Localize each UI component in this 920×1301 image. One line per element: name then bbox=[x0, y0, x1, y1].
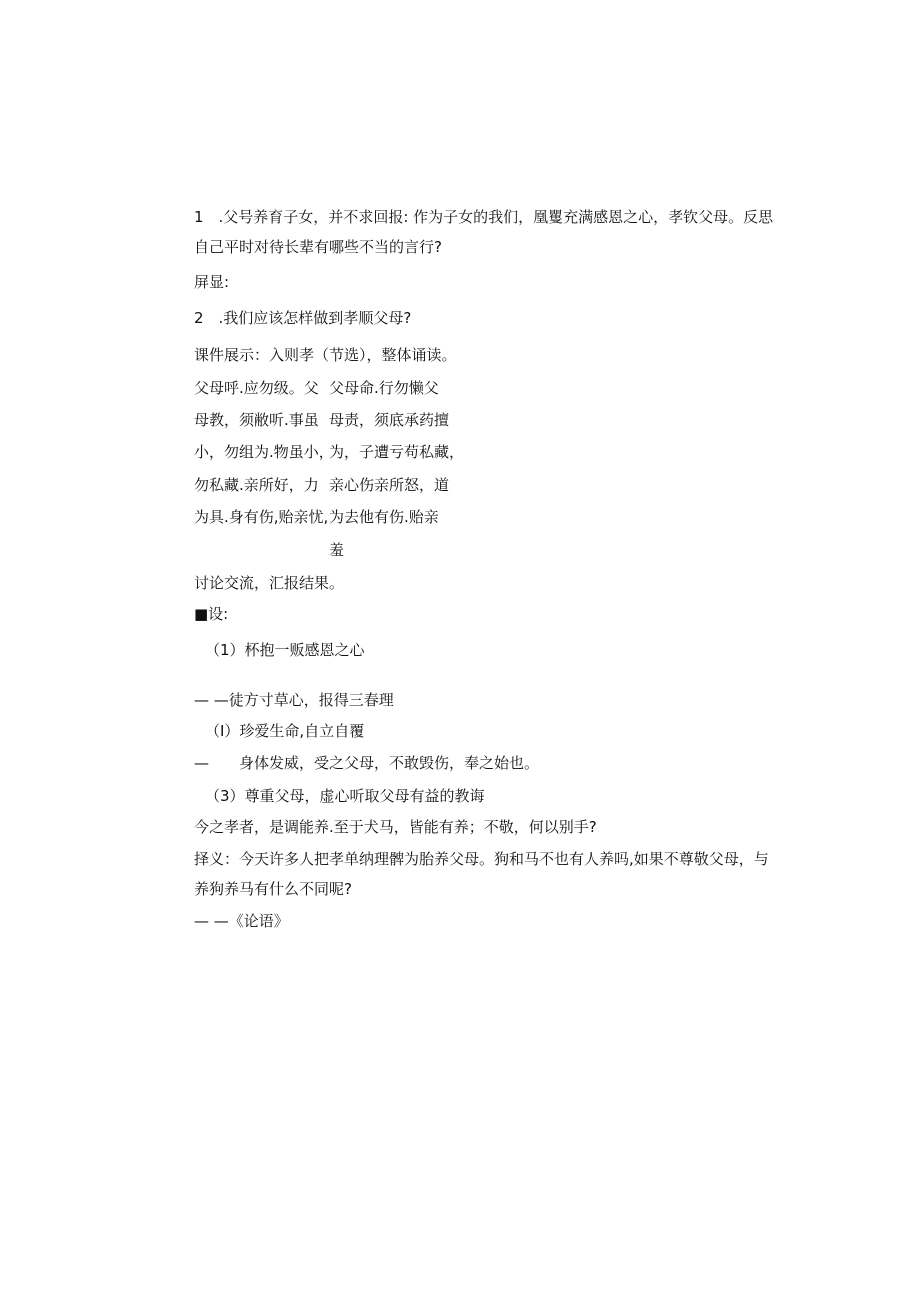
question-1-line-2: 自己平时对待长辈有哪些不当的言行? bbox=[194, 238, 442, 256]
translation-line-2: 养狗养马有什么不同呢? bbox=[194, 880, 352, 898]
poem-left-line: 母教，须敝听.事虽 bbox=[194, 411, 319, 429]
screen-display-label: 屏显: bbox=[194, 273, 230, 291]
poem-left-line: 父母呼.应勿级。父 bbox=[194, 379, 319, 397]
design-label: ■设: bbox=[194, 605, 229, 623]
poem-left-line: 为具.身有伤,贻亲忧, bbox=[194, 508, 329, 526]
translation-line-1: 择义：今天许多人把孝单纳理髀为胎养父母。狗和马不也有人养吗,如果不尊敬父母，与 bbox=[194, 850, 769, 868]
point-2-quote: — 身体发威，受之父母，不敢毁伤，奉之始也。 bbox=[194, 754, 540, 772]
point-2-heading: （I）珍爱生命,自立自覆 bbox=[205, 722, 365, 740]
point-3-heading: （3）尊重父母，虚心听取父母有益的教诲 bbox=[205, 787, 485, 805]
discussion-text: 讨论交流，汇报结果。 bbox=[194, 574, 345, 592]
poem-right-line: 为，子遭亏苟私藏， bbox=[329, 443, 465, 461]
poem-left-line: 勿私藏.亲所好，力 bbox=[194, 476, 319, 494]
poem-right-line: 母责，须底承药擅 bbox=[329, 411, 450, 429]
courseware-caption: 课件展示：入则孝（节选），整体诵读。 bbox=[194, 346, 457, 364]
poem-tail: 羞 bbox=[329, 541, 345, 559]
question-1-line-1: 1 .父号养育子女，并不求回报: 作为子女的我们，凰矍充满感恩之心，孝钦父母。反思 bbox=[194, 208, 774, 226]
point-1-heading: （1）杯抱一贩感恩之心 bbox=[205, 641, 365, 659]
quote-source: — —《论语》 bbox=[194, 912, 289, 930]
point-1-quote: — —徒方寸草心，报得三春理 bbox=[194, 691, 394, 709]
question-2: 2 .我们应该怎样做到孝顺父母? bbox=[194, 309, 412, 327]
poem-right-line: 父母命.行勿懒父 bbox=[329, 379, 439, 397]
poem-left-line: 小，勿组为.物虽小， bbox=[194, 443, 334, 461]
poem-right-line: 亲心伤亲所怒，道 bbox=[329, 476, 450, 494]
point-3-quote: 今之孝者，是调能养.至于犬马，皆能有养；不敬，何以别手? bbox=[194, 818, 597, 836]
poem-right-line: 为去他有伤.贻亲 bbox=[329, 508, 439, 526]
